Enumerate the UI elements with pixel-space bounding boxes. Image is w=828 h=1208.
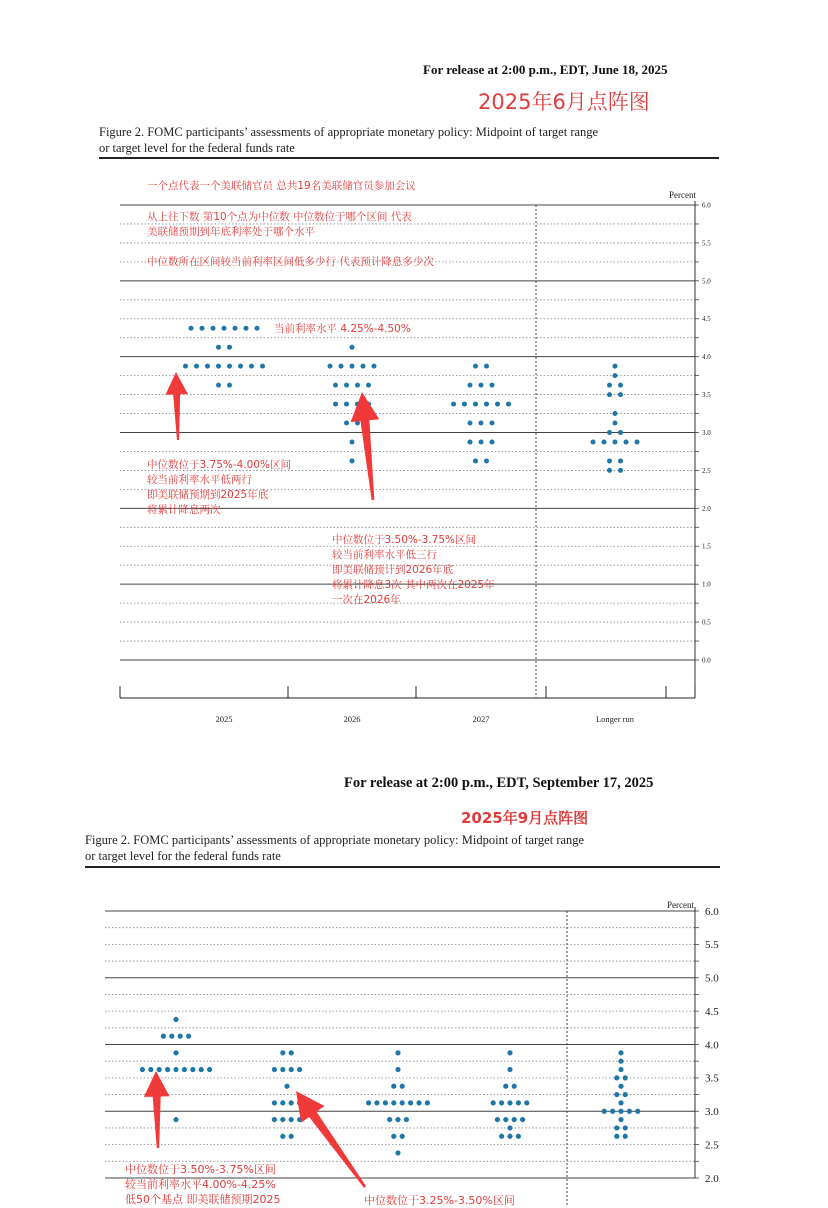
release-line-september: For release at 2:00 p.m., EDT, September 17, 2025 (344, 775, 654, 791)
y-tick-label: 0.0 (702, 656, 711, 665)
annotation-2025-sep-line2: 较当前利率水平4.00%-4.25% (125, 1178, 276, 1191)
annotation-one-dot: 一个点代表一个美联储官员 总共19名美联储官员参加会议 (147, 180, 416, 192)
participant-dot (503, 1117, 508, 1122)
participant-dot (140, 1067, 145, 1072)
annotation-2026-line4: 将累计降息3次 其中两次在2025年 (332, 579, 495, 591)
participant-dot (618, 1050, 623, 1055)
y-tick-label: 5.5 (705, 939, 719, 952)
participant-dot (207, 1067, 212, 1072)
annotation-arrow (144, 1071, 170, 1148)
y-tick-label: 4.0 (702, 353, 711, 362)
participant-dot (161, 1034, 166, 1039)
participant-dot (395, 1150, 400, 1155)
participant-dot (272, 1067, 277, 1072)
participant-dot (507, 1100, 512, 1105)
participant-dot (173, 1067, 178, 1072)
participant-dot (178, 1034, 183, 1039)
caption-line-2: or target level for the federal funds rate (85, 849, 281, 863)
participant-dot (374, 1100, 379, 1105)
annotation-2025-sep-line1: 中位数位于3.50%-3.75%区间 (125, 1163, 276, 1176)
participant-dot (272, 1117, 277, 1122)
participant-dot (289, 1100, 294, 1105)
category-label: 2025 (215, 714, 233, 724)
participant-dot (623, 1134, 628, 1139)
participant-dot (425, 1100, 430, 1105)
participant-dot (507, 1067, 512, 1072)
participant-dot (614, 1075, 619, 1080)
participant-dot (182, 1067, 187, 1072)
participant-dot (157, 1067, 162, 1072)
participant-dot (516, 1100, 521, 1105)
participant-dot (391, 1134, 396, 1139)
participant-dot (495, 1117, 500, 1122)
category-label: 2026 (343, 714, 361, 724)
participant-dot (491, 1100, 496, 1105)
y-tick-label: 2.5 (705, 1139, 719, 1152)
y-tick-label: 2.5 (702, 466, 711, 475)
y-tick-label: 1.0 (702, 580, 711, 589)
participant-dot (190, 1067, 195, 1072)
participant-dot (297, 1067, 302, 1072)
annotation-median-line1: 从上往下数 第10个点为中位数 中位数位于哪个区间 代表 (147, 211, 412, 223)
participant-dot (383, 1100, 388, 1105)
participant-dot (512, 1084, 517, 1089)
participant-dot (635, 1109, 640, 1114)
y-tick-label: 6.0 (705, 905, 719, 918)
participant-dot (391, 1100, 396, 1105)
participant-dot (148, 1067, 153, 1072)
annotation-2025-sep-line3: 低50个基点 即美联储预期2025 (125, 1193, 281, 1206)
participant-dot (199, 1067, 204, 1072)
category-label: 2027 (472, 714, 490, 724)
y-tick-label: 3.0 (705, 1106, 719, 1119)
participant-dot (614, 1092, 619, 1097)
participant-dot (520, 1117, 525, 1122)
annotation-current-rate: 当前利率水平 4.25%-4.50% (274, 323, 411, 335)
annotation-2025-line1: 中位数位于3.75%-4.00%区间 (147, 459, 292, 471)
participant-dot (524, 1100, 529, 1105)
participant-dot (289, 1067, 294, 1072)
y-tick-label: 4.0 (705, 1039, 719, 1052)
participant-dot (623, 1075, 628, 1080)
y-tick-label: 4.5 (702, 315, 711, 324)
caption-line-1: Figure 2. FOMC participants’ assessments of appropriate monetary policy: Midpoint of target range (99, 125, 599, 139)
annotation-2025-line2: 较当前利率水平低两行 (147, 474, 252, 486)
participant-dot (618, 1117, 623, 1122)
participant-dot (610, 1109, 615, 1114)
participant-dot (404, 1117, 409, 1122)
participant-dot (499, 1134, 504, 1139)
participant-dot (507, 1134, 512, 1139)
y-tick-label: 4.5 (705, 1005, 719, 1018)
annotation-2025-line4: 将累计降息两次 (147, 504, 221, 516)
y-tick-label: 2.0 (705, 1172, 719, 1185)
participant-dot (173, 1117, 178, 1122)
participant-dot (503, 1084, 508, 1089)
participant-dot (272, 1100, 277, 1105)
y-tick-label: 0.5 (702, 618, 711, 627)
annotation-2026-line5: 一次在2026年 (332, 594, 401, 606)
participant-dot (400, 1100, 405, 1105)
y-tick-label: 6.0 (702, 201, 711, 210)
participant-dot (280, 1117, 285, 1122)
annotation-2026-sep: 中位数位于3.25%-3.50%区间 (364, 1194, 515, 1207)
participant-dot (173, 1017, 178, 1022)
participant-dot (366, 1100, 371, 1105)
participant-dot (289, 1134, 294, 1139)
participant-dot (280, 1134, 285, 1139)
participant-dot (387, 1117, 392, 1122)
participant-dot (623, 1125, 628, 1130)
participant-dot (499, 1100, 504, 1105)
participant-dot (280, 1067, 285, 1072)
release-line-june: For release at 2:00 p.m., EDT, June 18, 2025 (423, 62, 668, 77)
y-tick-label: 5.0 (702, 277, 711, 286)
participant-dot (165, 1067, 170, 1072)
participant-dot (395, 1117, 400, 1122)
participant-dot (602, 1109, 607, 1114)
caption-line-2: or target level for the federal funds rate (99, 141, 295, 155)
participant-dot (618, 1084, 623, 1089)
participant-dot (395, 1067, 400, 1072)
annotation-2026-line2: 较当前利率水平低三行 (332, 549, 437, 561)
y-tick-label: 3.0 (702, 428, 711, 437)
annotation-2025-line3: 即美联储预期到2025年底 (147, 489, 269, 501)
participant-dot (627, 1109, 632, 1114)
annotation-rows: 中位数所在区间较当前利率区间低多少行 代表预计降息多少次 (147, 256, 434, 268)
participant-dot (173, 1050, 178, 1055)
annotation-median-line2: 美联储预期到年底利率处于哪个水平 (147, 226, 315, 238)
percent-label: Percent (667, 900, 694, 910)
participant-dot (400, 1134, 405, 1139)
participant-dot (516, 1134, 521, 1139)
y-tick-label: 1.5 (702, 542, 711, 551)
annotation-2026-line3: 即美联储预计到2026年底 (332, 564, 454, 576)
participant-dot (395, 1050, 400, 1055)
participant-dot (618, 1067, 623, 1072)
participant-dot (512, 1117, 517, 1122)
category-label: Longer run (595, 714, 635, 724)
y-tick-label: 5.0 (705, 972, 719, 985)
participant-dot (289, 1050, 294, 1055)
participant-dot (186, 1034, 191, 1039)
annotation-2025-sep (125, 1162, 281, 1207)
participant-dot (618, 1059, 623, 1064)
annotation-2026-line1: 中位数位于3.50%-3.75%区间 (332, 534, 477, 546)
annotation-arrow (296, 1091, 366, 1188)
y-tick-label: 3.5 (702, 391, 711, 400)
participant-dot (618, 1109, 623, 1114)
participant-dot (391, 1084, 396, 1089)
participant-dot (400, 1084, 405, 1089)
participant-dot (284, 1084, 289, 1089)
chart-title-september-zh: 2025年9月点阵图 (461, 809, 589, 827)
chart-title-june-zh: 2025年6月点阵图 (478, 90, 650, 114)
participant-dot (289, 1117, 294, 1122)
participant-dot (169, 1034, 174, 1039)
participant-dot (618, 1100, 623, 1105)
y-tick-label: 3.5 (705, 1072, 719, 1085)
y-tick-label: 2.0 (702, 504, 711, 513)
y-tick-label: 5.5 (702, 239, 711, 248)
participant-dot (623, 1092, 628, 1097)
participant-dot (416, 1100, 421, 1105)
participant-dot (507, 1125, 512, 1130)
participant-dot (280, 1100, 285, 1105)
participant-dot (280, 1050, 285, 1055)
participant-dot (614, 1125, 619, 1130)
participant-dot (614, 1134, 619, 1139)
caption-line-1: Figure 2. FOMC participants’ assessments of appropriate monetary policy: Midpoint of target range (85, 833, 585, 847)
participant-dot (507, 1050, 512, 1055)
participant-dot (408, 1100, 413, 1105)
percent-label: Percent (669, 190, 696, 200)
